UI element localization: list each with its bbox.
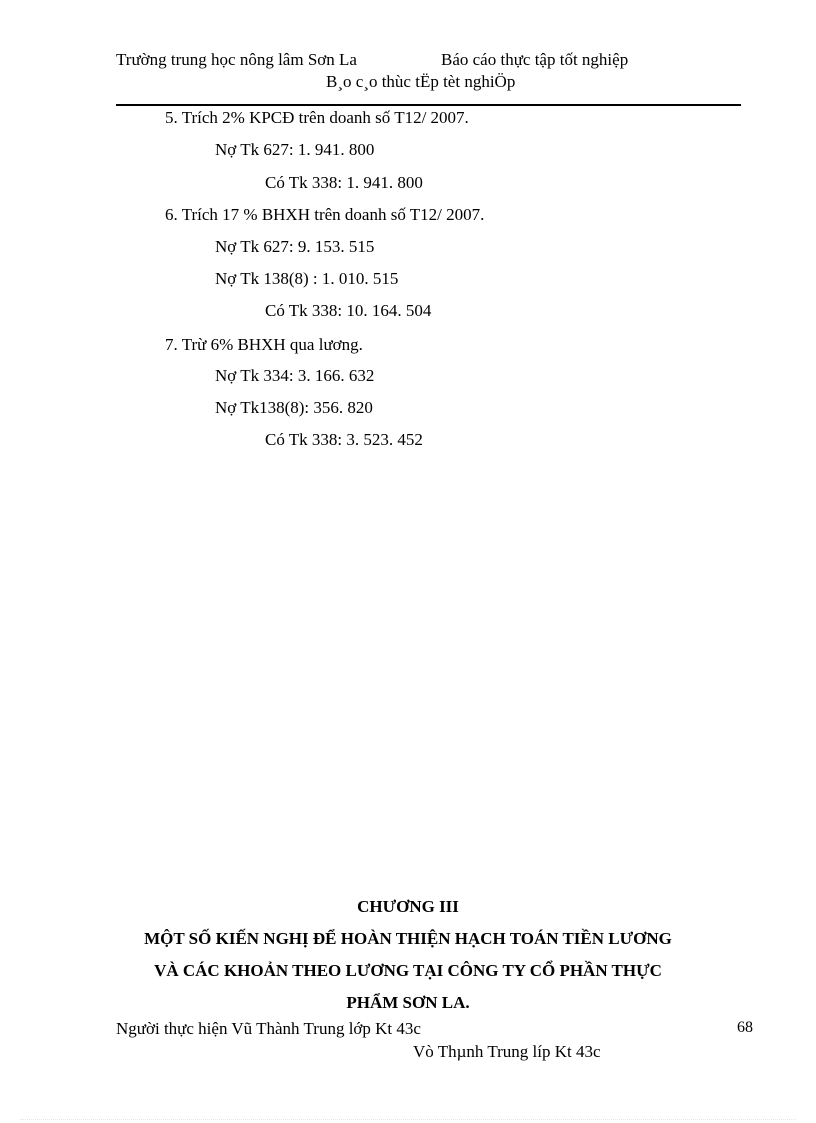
page-number: 68 xyxy=(737,1019,753,1036)
entry-heading-5: 5. Trích 2% KPCĐ trên doanh số T12/ 2007. xyxy=(165,108,469,127)
entry-debit: Nợ Tk 627: 9. 153. 515 xyxy=(215,237,375,256)
entry-debit: Nợ Tk 138(8) : 1. 010. 515 xyxy=(215,269,399,288)
chapter-title-line-1: MỘT SỐ KIẾN NGHỊ ĐỂ HOÀN THIỆN HẠCH TOÁN TIỀN LƯƠNG xyxy=(144,929,672,948)
header-divider xyxy=(116,104,741,106)
entry-heading-7: 7. Trừ 6% BHXH qua lương. xyxy=(165,335,363,354)
header-school: Trường trung học nông lâm Sơn La xyxy=(116,50,357,69)
entry-heading-6: 6. Trích 17 % BHXH trên doanh số T12/ 2007. xyxy=(165,205,485,224)
entry-debit: Nợ Tk 627: 1. 941. 800 xyxy=(215,140,375,159)
footer-author: Người thực hiện Vũ Thành Trung lớp Kt 43c xyxy=(116,1019,421,1038)
chapter-title-line-3: PHẨM SƠN LA. xyxy=(346,993,470,1012)
entry-credit: Có Tk 338: 10. 164. 504 xyxy=(265,301,432,320)
entry-credit: Có Tk 338: 1. 941. 800 xyxy=(265,173,423,192)
chapter-number: CHƯƠNG III xyxy=(357,897,459,916)
header-report-title: Báo cáo thực tập tốt nghiệp xyxy=(441,50,629,69)
entry-credit: Có Tk 338: 3. 523. 452 xyxy=(265,430,423,449)
footer-author-garbled: Vò Thµnh Trung líp Kt 43c xyxy=(413,1042,601,1061)
entry-debit: Nợ Tk138(8): 356. 820 xyxy=(215,398,373,417)
entry-debit: Nợ Tk 334: 3. 166. 632 xyxy=(215,366,375,385)
chapter-title-line-2: VÀ CÁC KHOẢN THEO LƯƠNG TẠI CÔNG TY CỔ PHẦN THỰC xyxy=(154,961,662,980)
header-report-title-garbled: B¸o c¸o thùc tËp tèt nghiÖp xyxy=(326,72,516,91)
page-bottom-edge xyxy=(20,1119,796,1120)
